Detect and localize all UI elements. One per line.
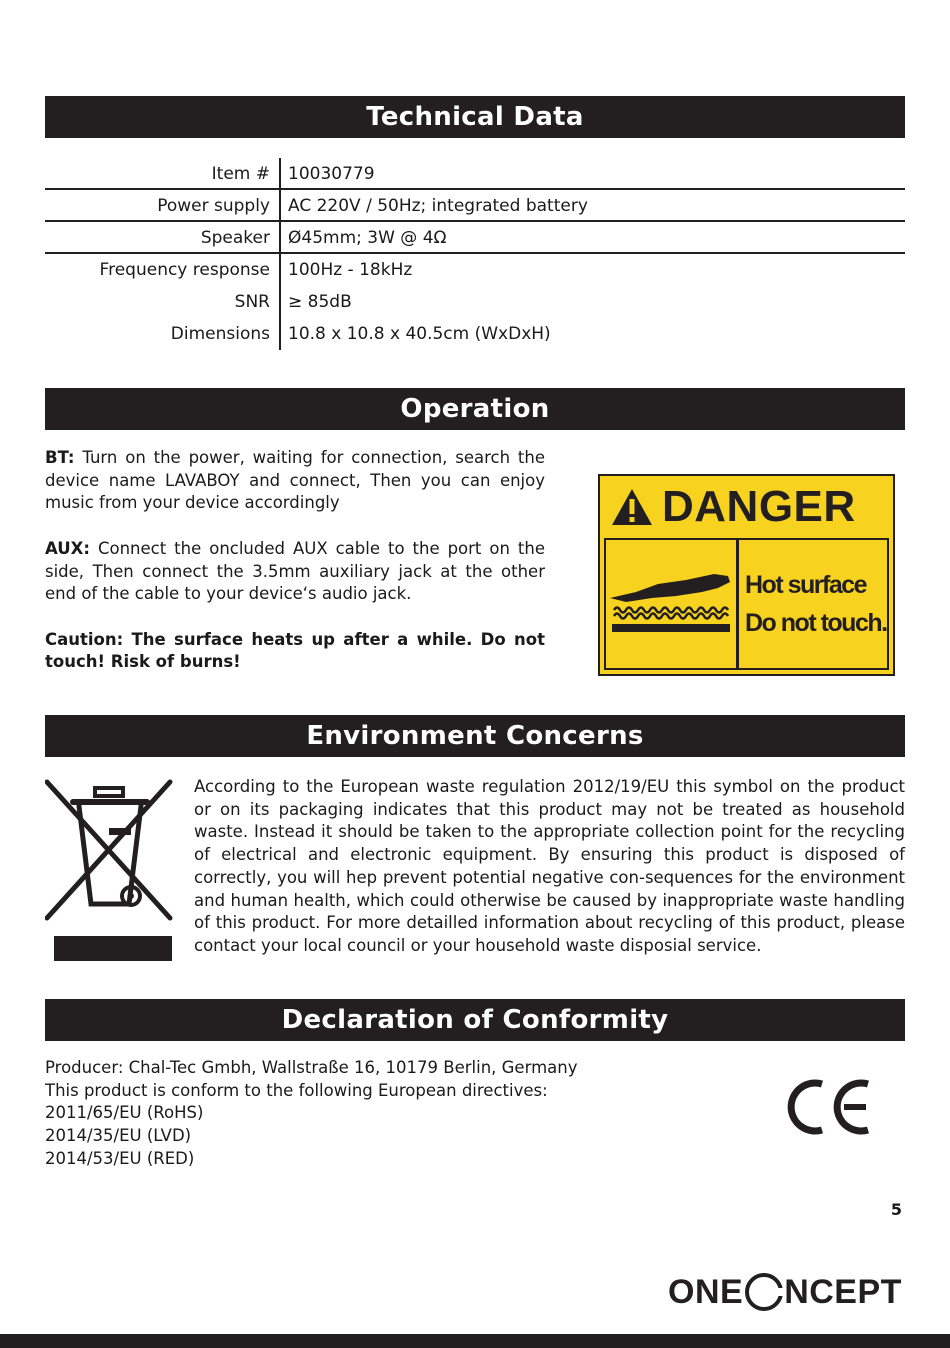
environment-text: According to the European waste regulation 2012/19/EU this symbol on the product or on its packaging indicates that this product may not be treated as household waste. Instead it should be taken to the appropriate collection point for the recycling of electrical and electronic equipment. By ensuring this product is disposed of correctly, you will hep prevent potential negative con-sequences for the environment and human health, which could otherwise be caused by inappropriate waste handling of this product. For more detailled information about recycling of this product, please contact your local council or your household waste disposial service. <box>194 777 905 955</box>
directive-lvd: 2014/35/EU (LVD) <box>45 1126 192 1146</box>
footer-bar <box>0 1334 950 1348</box>
row-value: Ø45mm; 3W @ 4Ω <box>288 228 447 248</box>
section-header-operation: Operation <box>45 388 905 430</box>
row-label: SNR <box>234 292 270 312</box>
row-value: 100Hz - 18kHz <box>288 260 413 280</box>
hand-heat-icon <box>606 540 736 640</box>
warning-triangle-icon <box>610 487 654 527</box>
aux-paragraph <box>45 538 545 606</box>
danger-line-1: Hot surface <box>745 571 867 599</box>
declaration-text <box>45 1057 577 1171</box>
bt-text: Turn on the power, waiting for connection, search the device name LAVABOY and connect, Then you can enjoy music from your device accordingly <box>45 448 545 513</box>
danger-sign <box>598 474 895 676</box>
caution-paragraph <box>45 629 545 674</box>
conformity-line: This product is conform to the following European directives: <box>45 1080 548 1100</box>
row-value: ≥ 85dB <box>288 292 352 312</box>
bt-paragraph <box>45 447 545 515</box>
table-row <box>45 158 905 190</box>
section-header-environment: Environment Concerns <box>45 715 905 757</box>
row-value: 10030779 <box>288 164 375 184</box>
directive-rohs: 2011/65/EU (RoHS) <box>45 1103 204 1123</box>
logo-text-one: ONE <box>668 1272 744 1311</box>
row-label: Speaker <box>200 228 270 248</box>
operation-text <box>45 447 545 697</box>
hot-surface-pictogram <box>606 540 739 668</box>
row-label: Item # <box>211 164 270 184</box>
ce-mark-icon <box>786 1078 872 1136</box>
table-row <box>45 318 905 350</box>
danger-line-2: Do not touch. <box>745 609 887 637</box>
oneconcept-logo <box>668 1272 902 1312</box>
row-value: AC 220V / 50Hz; integrated battery <box>288 196 588 216</box>
weee-crossed-bin-icon <box>45 776 175 964</box>
caution-text: Caution: The surface heats up after a while. Do not touch! Risk of burns! <box>45 629 545 672</box>
row-label: Frequency response <box>99 260 270 280</box>
section-header-technical-data: Technical Data <box>45 96 905 138</box>
row-label: Power supply <box>157 196 270 216</box>
danger-message <box>739 540 887 668</box>
danger-body <box>604 538 889 670</box>
logo-text-ncept: NCEPT <box>784 1272 902 1311</box>
aux-text: Connect the oncluded AUX cable to the port on the side, Then connect the 3.5mm auxiliary jack at the other end of the cable to your device‘s audio jack. <box>45 538 545 604</box>
logo-ring-icon <box>745 1273 783 1311</box>
table-column-divider <box>279 158 281 350</box>
directive-red: 2014/53/EU (RED) <box>45 1148 195 1168</box>
table-row <box>45 286 905 318</box>
bt-label: BT: <box>45 448 75 467</box>
danger-header <box>600 476 893 538</box>
technical-data-table <box>45 158 905 350</box>
table-row <box>45 222 905 254</box>
table-row <box>45 190 905 222</box>
danger-title: DANGER <box>662 482 856 531</box>
table-row <box>45 254 905 286</box>
page-number: 5 <box>890 1200 902 1219</box>
row-label: Dimensions <box>170 324 270 344</box>
producer-line: Producer: Chal-Tec Gmbh, Wallstraße 16, 10179 Berlin, Germany <box>45 1058 578 1077</box>
section-header-declaration: Declaration of Conformity <box>45 999 905 1041</box>
row-value: 10.8 x 10.8 x 40.5cm (WxDxH) <box>288 324 551 344</box>
aux-label: AUX: <box>45 538 90 558</box>
